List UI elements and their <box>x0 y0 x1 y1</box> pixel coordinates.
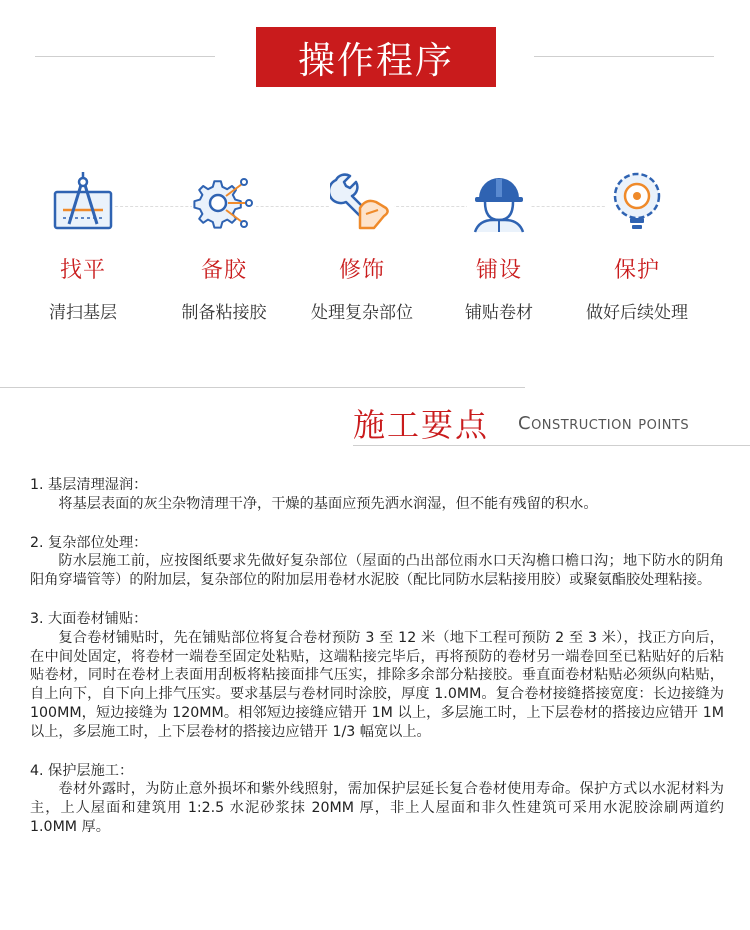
section-subtitle-en: Construction points <box>518 413 690 434</box>
step-title: 修饰 <box>338 258 385 283</box>
gear-circuit-icon <box>192 170 256 234</box>
section-rule-top <box>0 387 525 388</box>
step-subtitle: 清扫基层 <box>49 303 117 323</box>
step-detailing <box>297 170 427 323</box>
page-title: 操作程序 <box>256 27 496 87</box>
drafting-compass-icon <box>51 170 115 234</box>
step-subtitle: 制备粘接胶 <box>181 303 267 323</box>
paragraph-membrane-laying <box>30 610 724 742</box>
paragraph-heading: 4. 保护层施工： <box>30 762 134 779</box>
paragraph-protection-layer <box>30 762 724 837</box>
step-glue-prep <box>159 170 289 323</box>
step-title: 找平 <box>59 258 106 283</box>
wrench-hand-icon <box>330 170 394 234</box>
gear-bulb-icon <box>605 170 669 234</box>
paragraph-body: 防水层施工前，应按图纸要求先做好复杂部位（屋面的凸出部位雨水口天沟檐口檐口沟；地下防水的阴角阳角穿墙管等）的附加层，复杂部位的附加层用卷材水泥胶（配比同防水层粘接用胶）或聚氨酯胶处理粘接。 <box>30 553 724 589</box>
step-title: 备胶 <box>200 258 247 283</box>
paragraph-heading: 1. 基层清理湿润： <box>30 477 148 493</box>
paragraph-body: 卷材外露时，为防止意外损坏和紫外线照射，需加保护层延长复合卷材使用寿命。保护方式以水泥材料为主，上人屋面和建筑用 1:2.5 水泥砂浆抹 20MM 厚，非上人屋面和非久性建筑可采用水泥胶涂刷两道约 1.0MM 厚。 <box>30 781 724 835</box>
paragraph-heading: 3. 大面卷材铺贴： <box>30 610 148 627</box>
step-protection <box>572 170 702 323</box>
header-rule-left <box>35 56 215 57</box>
paragraph-heading: 2. 复杂部位处理： <box>30 534 148 551</box>
paragraph-body: 将基层表面的灰尘杂物清理干净，干燥的基面应预先洒水润湿，但不能有残留的积水。 <box>58 495 598 512</box>
step-subtitle: 做好后续处理 <box>586 303 688 323</box>
header-rule-right <box>534 56 714 57</box>
section-title: 施工要点 <box>353 406 490 444</box>
step-title: 铺设 <box>475 258 522 283</box>
step-subtitle: 铺贴卷材 <box>465 303 533 323</box>
step-subtitle: 处理复杂部位 <box>311 303 413 323</box>
paragraph-base-cleaning <box>30 476 724 514</box>
paragraph-complex-parts <box>30 534 724 590</box>
step-title: 保护 <box>613 258 660 283</box>
construction-points-text <box>30 476 724 857</box>
step-leveling <box>18 170 148 323</box>
section-rule-bottom <box>353 445 750 446</box>
worker-helmet-icon <box>467 170 531 234</box>
paragraph-body: 复合卷材铺贴时，先在铺贴部位将复合卷材预防 3 至 12 米（地下工程可预防 2 至 3 米），找正方向后，在中间处固定，将卷材一端卷至固定处粘贴，这端粘接完毕后，再将预防的卷材另一端卷回至已粘贴好的后粘贴卷材，同时在卷材上表面用刮板将粘接面排气压实，排除多余部分粘接胶。垂直面卷材粘贴必须纵向粘贴，自上向下，自下向上排气压实。要求基层与卷材同时涂胶，厚度 1.0MM。复合卷材接缝搭接宽度：长边接缝为 100MM，短边接缝为 120MM。相邻短边接缝应错开 1M 以上，多层施工时，上下层卷材的搭接边应错开 1M 以上，多层施工时，上下层卷材的搭接边应错开 1/3 幅宽以上。 <box>30 629 724 740</box>
step-laying <box>434 170 564 323</box>
